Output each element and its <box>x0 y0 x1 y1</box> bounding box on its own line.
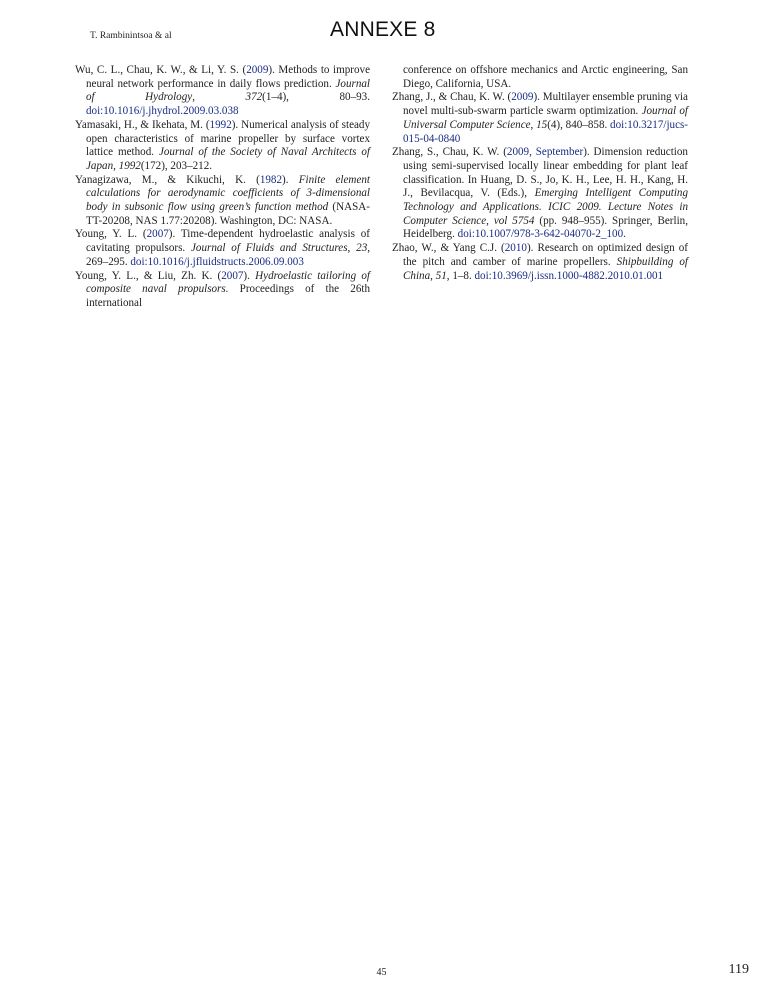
ref-title: ). Numerical analysis of steady open characteristics of marine propeller by surface vortex lattice method. <box>86 118 371 159</box>
ref-journal: Journal of Hydrology <box>86 77 370 104</box>
ref-volume: 15 <box>536 118 548 131</box>
ref-pages: , 1–8. <box>446 269 475 282</box>
page-number: 45 <box>376 967 387 978</box>
ref-year-link[interactable]: 2010 <box>504 242 527 255</box>
ref-doi-link[interactable]: doi:10.1007/978-3-642-04070-2_100 <box>457 228 624 241</box>
ref-year-link[interactable]: 2009 <box>246 64 269 76</box>
ref-pages: , 269–295. <box>86 242 371 268</box>
ref-authors: Young, Y. L., & Liu, Zh. K. ( <box>75 269 222 282</box>
ref-authors: Yamasaki, H., & Ikehata, M. ( <box>75 118 210 131</box>
ref-year-link[interactable]: 2007 <box>221 269 244 282</box>
running-head-author: T. Rambinintsoa & al <box>90 31 172 41</box>
ref-title: Finite element calculations for aerodynamic coefficients of 3-dimensional body in subsonic flow using green’s function method <box>86 173 370 214</box>
ref-pages: (1–4), 80–93. <box>262 91 371 104</box>
ref-year-link[interactable]: 1982 <box>259 173 283 186</box>
ref-year-link[interactable]: 2009, September <box>506 146 584 159</box>
ref-title: ). Methods to improve neural network performance in daily flows prediction. <box>86 64 370 90</box>
ref-journal: Journal of the Society of Naval Architects of Japan, 1992 <box>86 146 370 172</box>
ref-authors: Zhang, S., Chau, K. W. ( <box>392 146 507 159</box>
ref-doi-link[interactable]: doi:10.3969/j.issn.1000-4882.2010.01.001 <box>474 269 664 282</box>
references-left-column <box>75 64 370 311</box>
ref-year-link[interactable]: 2007 <box>146 228 169 241</box>
ref-separator: , <box>347 242 357 255</box>
ref-pages: (4), 840–858. <box>547 118 611 131</box>
ref-authors: Yanagizawa, M., & Kikuchi, K. ( <box>75 173 260 186</box>
ref-book: Emerging Intelligent Computing Technology and Applications. ICIC 2009. Lecture Notes in Computer Science, vol 5754 <box>403 187 688 227</box>
annexe-title: ANNEXE 8 <box>330 18 436 41</box>
reference-wu-2009 <box>75 64 370 119</box>
reference-young-liu-2007 <box>75 270 370 311</box>
ref-journal: Journal of Fluids and Structures <box>190 242 348 255</box>
ref-authors: Young, Y. L. ( <box>75 228 147 241</box>
ref-proceedings: Proceedings of the 26th international <box>86 283 370 309</box>
reference-yanagizawa-1982 <box>75 174 370 229</box>
ref-authors: Zhao, W., & Yang C.J. ( <box>392 242 505 255</box>
ref-journal: Shipbuilding of China <box>403 255 689 282</box>
ref-title: Hydroelastic tailoring of composite naval propulsors. <box>86 269 370 296</box>
ref-separator: , <box>530 118 537 131</box>
ref-separator: , <box>192 91 246 104</box>
reference-zhang-s-2009 <box>392 146 688 242</box>
reference-zhang-chau-2009 <box>392 91 688 146</box>
ref-title: ). Time-dependent hydroelastic analysis of cavitating propulsors. <box>86 228 370 255</box>
ref-separator: ). <box>243 269 256 282</box>
ref-year-link[interactable]: 1992 <box>209 118 232 131</box>
ref-title: ). Dimension reduction using semi-supervised locally linear embedding for plant leaf classification. In Huang, D. S., Jo, K. H., Lee, H. H., Kang, H. J., Bevilacqua, V. (Eds.), <box>403 146 688 200</box>
ref-volume: 372 <box>245 91 263 104</box>
ref-journal: Journal of Universal Computer Science <box>403 105 688 131</box>
ref-volume: 51 <box>435 269 447 282</box>
ref-separator: , <box>430 269 436 282</box>
ref-doi-link[interactable]: doi:10.1016/j.jhydrol.2009.03.038 <box>86 105 239 118</box>
ref-end: . <box>623 228 626 241</box>
ref-pages: (pp. 948–955). Springer, Berlin, Heidelberg. <box>403 214 688 241</box>
ref-title: ). Multilayer ensemble pruning via novel multi-sub-swarm particle swarm optimization. <box>403 91 688 118</box>
ref-pages: (172), 203–212. <box>140 159 213 172</box>
ref-authors: Zhang, J., & Chau, K. W. ( <box>392 91 512 104</box>
references-right-column <box>392 64 688 283</box>
reference-young-2007 <box>75 228 370 269</box>
ref-title: ). Research on optimized design of the pitch and camber of marine propellers. <box>403 242 689 268</box>
annexe-page-number: 119 <box>728 962 749 977</box>
ref-year-link[interactable]: 2009 <box>511 91 534 104</box>
reference-continuation: conference on offshore mechanics and Arctic engineering, San Diego, California, USA. <box>403 64 688 90</box>
ref-authors: Wu, C. L., Chau, K. W., & Li, Y. S. ( <box>75 64 247 76</box>
reference-zhao-2010 <box>392 242 688 283</box>
ref-doi-link[interactable]: doi:10.1016/j.jfluidstructs.2006.09.003 <box>130 255 304 268</box>
reference-yamasaki-1992 <box>75 119 370 174</box>
ref-doi-link[interactable]: doi:10.3217/jucs-015-04-0840 <box>403 118 689 145</box>
ref-volume: 23 <box>356 242 368 255</box>
ref-separator: ). <box>282 173 299 186</box>
ref-publisher: (NASA-TT-20208, NAS 1.77:20208). Washington, DC: NASA. <box>86 201 371 227</box>
